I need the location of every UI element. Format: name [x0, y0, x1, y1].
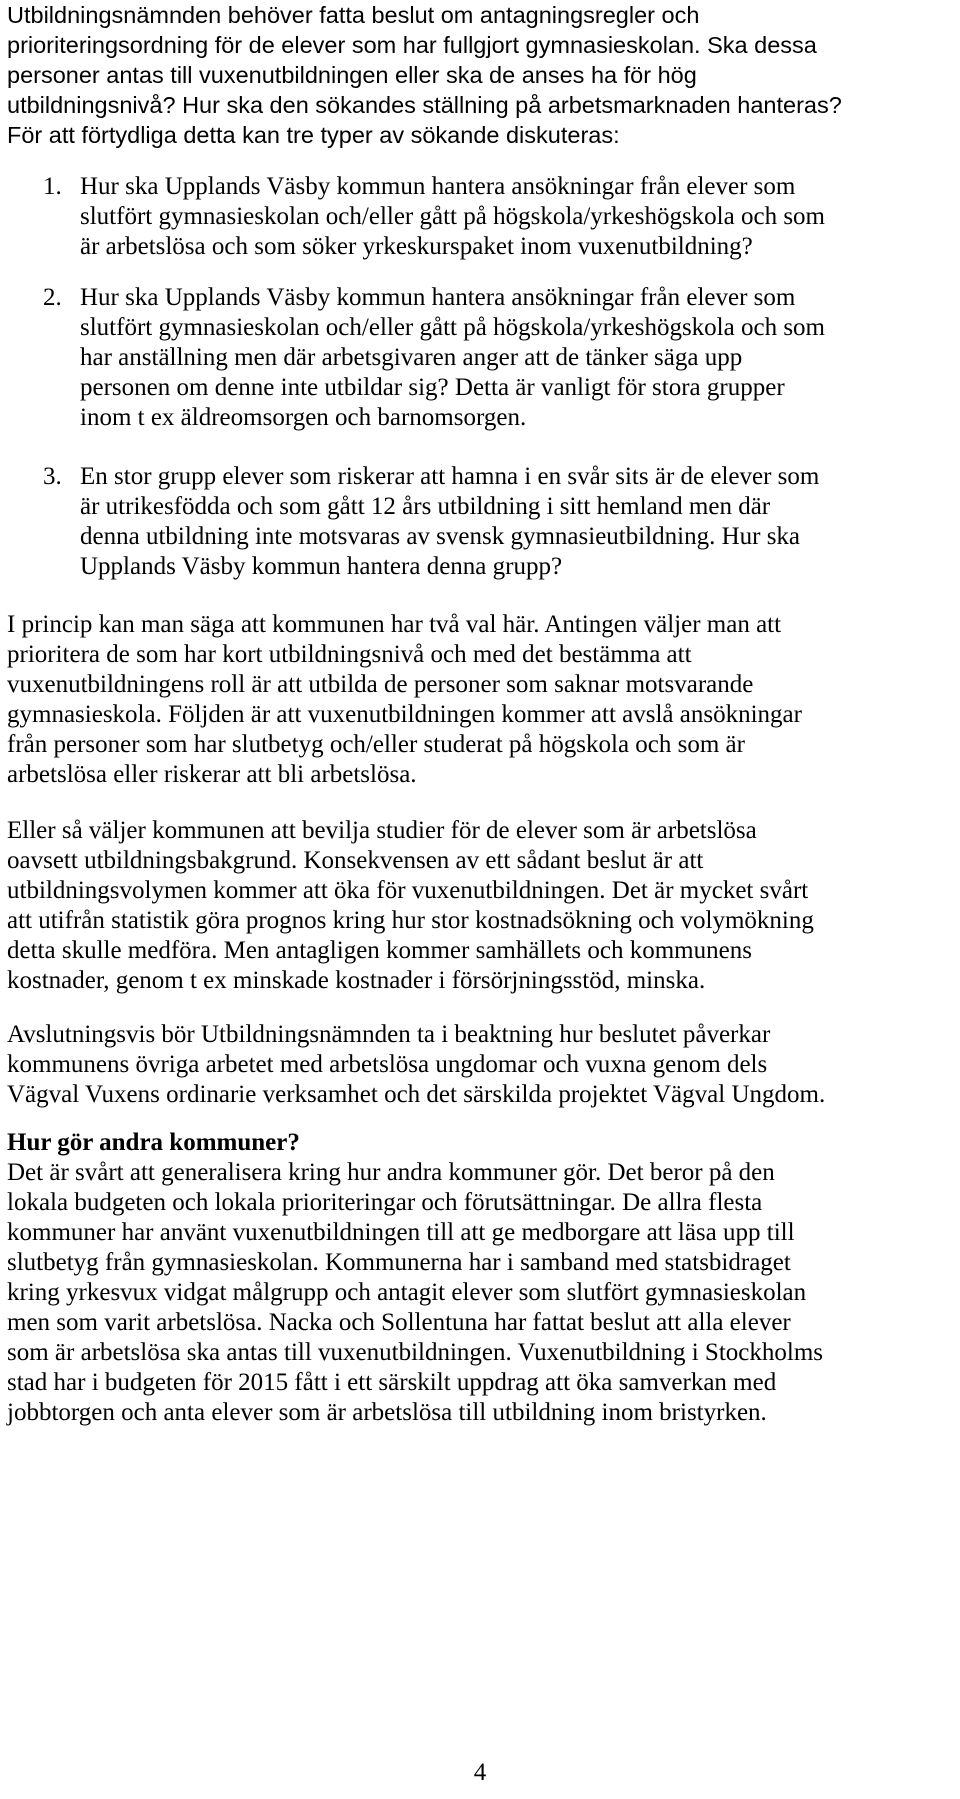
- text-line: Utbildningsnämnden behöver fatta beslut om antagningsregler och: [7, 2, 700, 28]
- text-line: från personer som har slutbetyg och/eller studerat på högskola och som är: [7, 731, 745, 758]
- text-line: stad har i budgeten för 2015 fått i ett särskilt uppdrag att öka samverkan med: [7, 1369, 777, 1396]
- text-line: Avslutningsvis bör Utbildningsnämnden ta i beaktning hur beslutet påverkar: [7, 1021, 771, 1048]
- paragraph-conclusion: [7, 1020, 937, 1110]
- text-line: slutfört gymnasieskolan och/eller gått på högskola/yrkeshögskola och som: [80, 203, 825, 230]
- text-line: Hur ska Upplands Väsby kommun hantera ansökningar från elever som: [80, 284, 796, 311]
- list-number: 2.: [43, 284, 62, 311]
- text-line: En stor grupp elever som riskerar att hamna i en svår sits är de elever som: [80, 463, 820, 490]
- text-line: slutbetyg från gymnasieskolan. Kommunerna har i samband med statsbidraget: [7, 1249, 791, 1276]
- text-line: Det är svårt att generalisera kring hur andra kommuner gör. Det beror på den: [7, 1159, 775, 1186]
- text-line: prioriteringsordning för de elever som har fullgjort gymnasieskolan. Ska dessa: [7, 32, 817, 58]
- text-line: denna utbildning inte motsvaras av svensk gymnasieutbildning. Hur ska: [80, 523, 801, 550]
- text-line: är arbetslösa och som söker yrkeskurspaket inom vuxenutbildning?: [80, 233, 753, 260]
- text-line: vuxenutbildningens roll är att utbilda de personer som saknar motsvarande: [7, 671, 754, 698]
- text-line: Upplands Väsby kommun hantera denna grupp?: [80, 553, 563, 580]
- text-line: oavsett utbildningsbakgrund. Konsekvensen av ett sådant beslut är att: [7, 847, 704, 874]
- text-line: Eller så väljer kommunen att bevilja studier för de elever som är arbetslösa: [7, 817, 757, 844]
- text-line: kommuner har använt vuxenutbildningen till att ge medborgare att läsa upp till: [7, 1219, 795, 1246]
- text-line: kommunens övriga arbetet med arbetslösa ungdomar och vuxna genom dels: [7, 1051, 768, 1078]
- text-line: detta skulle medföra. Men antagligen kommer samhällets och kommunens: [7, 937, 752, 964]
- list-number: 3.: [43, 463, 62, 490]
- intro-paragraph: [7, 0, 907, 150]
- list-number: 1.: [43, 173, 62, 200]
- text-line: Vägval Vuxens ordinarie verksamhet och det särskilda projektet Vägval Ungdom.: [7, 1081, 826, 1108]
- text-line: slutfört gymnasieskolan och/eller gått på högskola/yrkeshögskola och som: [80, 314, 825, 341]
- text-line: personer antas till vuxenutbildningen eller ska de anses ha för hög: [7, 62, 697, 88]
- text-line: prioritera de som har kort utbildningsnivå och med det bestämma att: [7, 641, 692, 668]
- text-line: har anställning men där arbetsgivaren anger att de tänker säga upp: [80, 344, 743, 371]
- text-line: arbetslösa eller riskerar att bli arbetslösa.: [7, 761, 417, 788]
- text-line: jobbtorgen och anta elever som är arbetslösa till utbildning inom bristyrken.: [7, 1399, 767, 1426]
- text-line: personen om denne inte utbildar sig? Detta är vanligt för stora grupper: [80, 374, 785, 401]
- text-line: För att förtydliga detta kan tre typer av sökande diskuteras:: [7, 122, 620, 148]
- text-line: gymnasieskola. Följden är att vuxenutbildningen kommer att avslå ansökningar: [7, 701, 802, 728]
- text-line: utbildningsnivå? Hur ska den sökandes ställning på arbetsmarknaden hanteras?: [7, 92, 842, 118]
- text-line: att utifrån statistik göra prognos kring hur stor kostnadsökning och volymökning: [7, 907, 814, 934]
- text-line: men som varit arbetslösa. Nacka och Sollentuna har fattat beslut att alla elever: [7, 1309, 791, 1336]
- text-line: utbildningsvolymen kommer att öka för vuxenutbildningen. Det är mycket svårt: [7, 877, 809, 904]
- section-other-municipalities: [7, 1128, 937, 1428]
- text-line: kring yrkesvux vidgat målgrupp och antagit elever som slutfört gymnasieskolan: [7, 1279, 807, 1306]
- text-line: Hur ska Upplands Väsby kommun hantera ansökningar från elever som: [80, 173, 796, 200]
- paragraph-two-options: [7, 610, 937, 790]
- text-line: som är arbetslösa ska antas till vuxenutbildningen. Vuxenutbildning i Stockholms: [7, 1339, 824, 1366]
- text-line: I princip kan man säga att kommunen har två val här. Antingen väljer man att: [7, 611, 782, 638]
- paragraph-alternative: [7, 816, 937, 996]
- text-line: inom t ex äldreomsorgen och barnomsorgen.: [80, 404, 527, 431]
- text-line: är utrikesfödda och som gått 12 års utbildning i sitt hemland men där: [80, 493, 771, 520]
- text-line: kostnader, genom t ex minskade kostnader i försörjningsstöd, minska.: [7, 967, 706, 994]
- section-heading: Hur gör andra kommuner?: [7, 1129, 300, 1156]
- page-number: 4: [473, 1759, 487, 1786]
- text-line: lokala budgeten och lokala prioriteringar och förutsättningar. De allra flesta: [7, 1189, 763, 1216]
